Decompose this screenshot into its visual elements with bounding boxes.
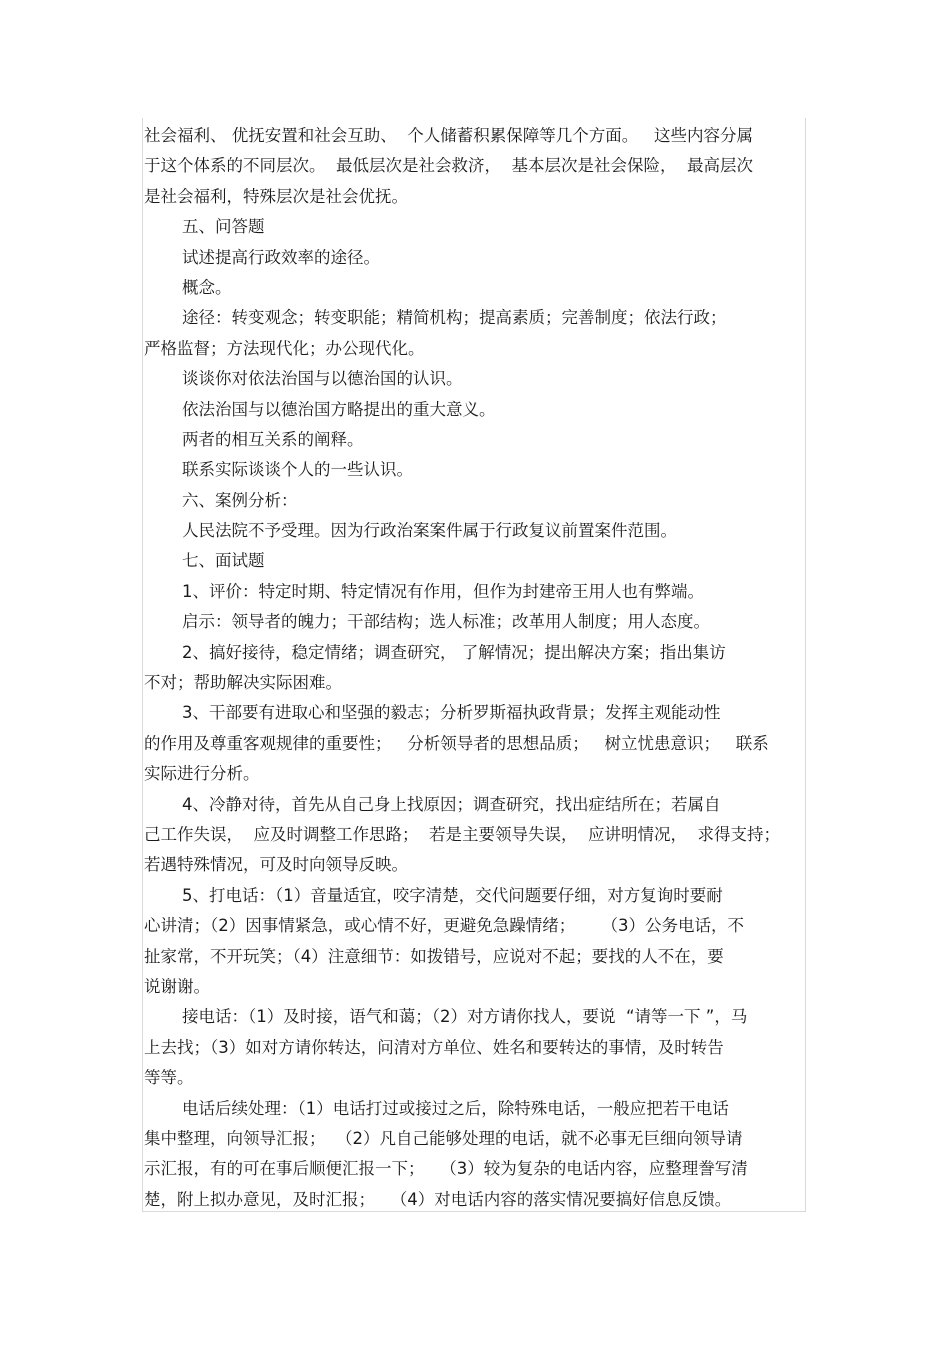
text-line: 示汇报，有的可在事后顺便汇报一下； （3）较为复杂的电话内容，应整理誊写清 [144, 1159, 748, 1179]
text-line: 心讲清；（2）因事情紧急，或心情不好，更避免急躁情绪； （3）公务电话，不 [144, 916, 744, 936]
text-line: 实际进行分析。 [144, 764, 260, 784]
document-body [144, 121, 806, 1215]
text-line: 4、冷静对待，首先从自己身上找原因；调查研究，找出症结所在；若属自 [182, 794, 721, 814]
text-line: 若遇特殊情况，可及时向领导反映。 [144, 855, 408, 875]
text-line: 2、搞好接待，稳定情绪；调查研究， 了解情况；提出解决方案；指出集访 [182, 642, 726, 662]
text-line: 依法治国与以德治国方略提出的重大意义。 [182, 399, 496, 419]
text-line: 说谢谢。 [144, 976, 210, 996]
text-line: 5、打电话：（1）音量适宜，咬字清楚，交代问题要仔细，对方复询时要耐 [182, 885, 723, 905]
text-line: 接电话：（1）及时接，语气和蔼；（2）对方请你找人，要说 “请等一下 ”，马 [182, 1007, 748, 1027]
text-line: 两者的相互关系的阐释。 [182, 429, 364, 449]
text-line: 电话后续处理：（1）电话打过或接过之后，除特殊电话，一般应把若干电话 [182, 1098, 729, 1118]
text-line: 概念。 [182, 277, 232, 297]
text-line: 1、评价：特定时期、特定情况有作用，但作为封建帝王用人也有弊端。 [182, 581, 704, 601]
text-line: 的作用及尊重客观规律的重要性； 分析领导者的思想品质； 树立忧患意识； 联系 [144, 733, 769, 753]
text-line: 社会福利、 优抚安置和社会互助、 个人储蓄积累保障等几个方面。 这些内容分属 [144, 126, 753, 145]
text-line: 人民法院不予受理。因为行政治案案件属于行政复议前置案件范围。 [182, 521, 677, 541]
text-line: 己工作失误， 应及时调整工作思路； 若是主要领导失误， 应讲明情况， 求得支持； [144, 824, 780, 844]
text-line: 试述提高行政效率的途径。 [182, 247, 380, 267]
text-line: 等等。 [144, 1068, 194, 1088]
text-line: 扯家常，不开玩笑；（4）注意细节：如拨错号，应说对不起；要找的人不在，要 [144, 946, 724, 966]
text-line: 七、面试题 [182, 551, 265, 571]
text-line: 启示：领导者的魄力；干部结构；选人标准；改革用人制度；用人态度。 [182, 612, 710, 632]
text-line: 是社会福利，特殊层次是社会优抚。 [144, 186, 408, 206]
text-line: 六、案例分析： [182, 490, 298, 510]
text-line: 五、问答题 [182, 217, 265, 237]
text-line: 途径：转变观念；转变职能；精简机构；提高素质；完善制度；依法行政； [182, 308, 727, 328]
text-line: 严格监督；方法现代化；办公现代化。 [144, 338, 425, 358]
text-line: 谈谈你对依法治国与以德治国的认识。 [182, 369, 463, 389]
text-line: 集中整理，向领导汇报； （2）凡自己能够处理的电话，就不必事无巨细向领导请 [144, 1128, 743, 1148]
text-line: 联系实际谈谈个人的一些认识。 [182, 460, 413, 480]
text-line: 楚，附上拟办意见，及时汇报； （4）对电话内容的落实情况要搞好信息反馈。 [144, 1189, 732, 1209]
text-line: 上去找；（3）如对方请你转达，问清对方单位、姓名和要转达的事情，及时转告 [144, 1037, 724, 1057]
text-line: 不对；帮助解决实际困难。 [144, 673, 342, 693]
text-line: 于这个体系的不同层次。 最低层次是社会救济， 基本层次是社会保险， 最高层次 [144, 156, 753, 176]
text-line: 3、干部要有进取心和坚强的毅志；分析罗斯福执政背景；发挥主观能动性 [182, 703, 721, 723]
